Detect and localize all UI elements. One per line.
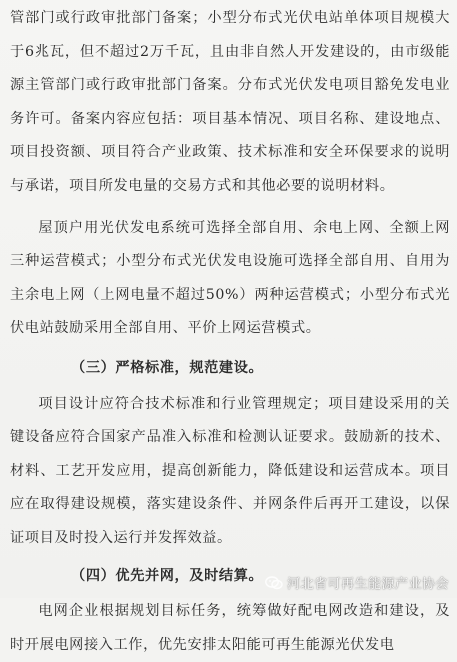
watermark-text: 河北省可再生能源产业协会 (286, 577, 449, 592)
paragraph-operation-modes: 屋顶户用光伏发电系统可选择全部自用、余电上网、全额上网三种运营模式；小型分布式光伏发电设施可选择全部自用、自用为主余电上网（上网电量不超过50%）两种运营模式；小型分布式光伏电站鼓励采用全部自用、平价上网运营模式。 (10, 219, 450, 337)
paragraph-filing-requirements: 管部门或行政审批部门备案；小型分布式光伏电站单体项目规模大于6兆瓦，但不超过2万千瓦，且由非自然人开发建设的，由市级能源主管部门或行政审批部门备案。分布式光伏发电项目豁免发电业务许可。备案内容应包括：项目基本情况、项目名称、建设地点、项目投资额、项目符合产业政策、技术标准和安全环保要求的说明与承诺，项目所发电量的交易方式和其他必要的说明材料。 (10, 10, 450, 194)
document-body (10, 2, 450, 662)
section-heading-standards: （三）严格标准，规范建设。 (71, 359, 264, 376)
wechat-icon (265, 576, 283, 590)
source-watermark (265, 573, 449, 592)
paragraph-grid-connection: 电网企业根据规划目标任务，统筹做好配电网改造和建设，及时开展电网接入工作，优先安排太阳能可再生能源光伏发电 (10, 603, 450, 653)
paragraph-construction-standards: 项目设计应符合技术标准和行业管理规定；项目建设采用的关键设备应符合国家产品准入标准和检测认证要求。鼓励新的技术、材料、工艺开发应用，提高创新能力，降低建设和运营成本。项目应在取得建设规模，落实建设条件、并网条件后再开工建设，以保证项目及时投入运行并发挥效益。 (10, 395, 450, 546)
section-heading-grid-connection: （四）优先并网，及时结算。 (71, 567, 264, 584)
